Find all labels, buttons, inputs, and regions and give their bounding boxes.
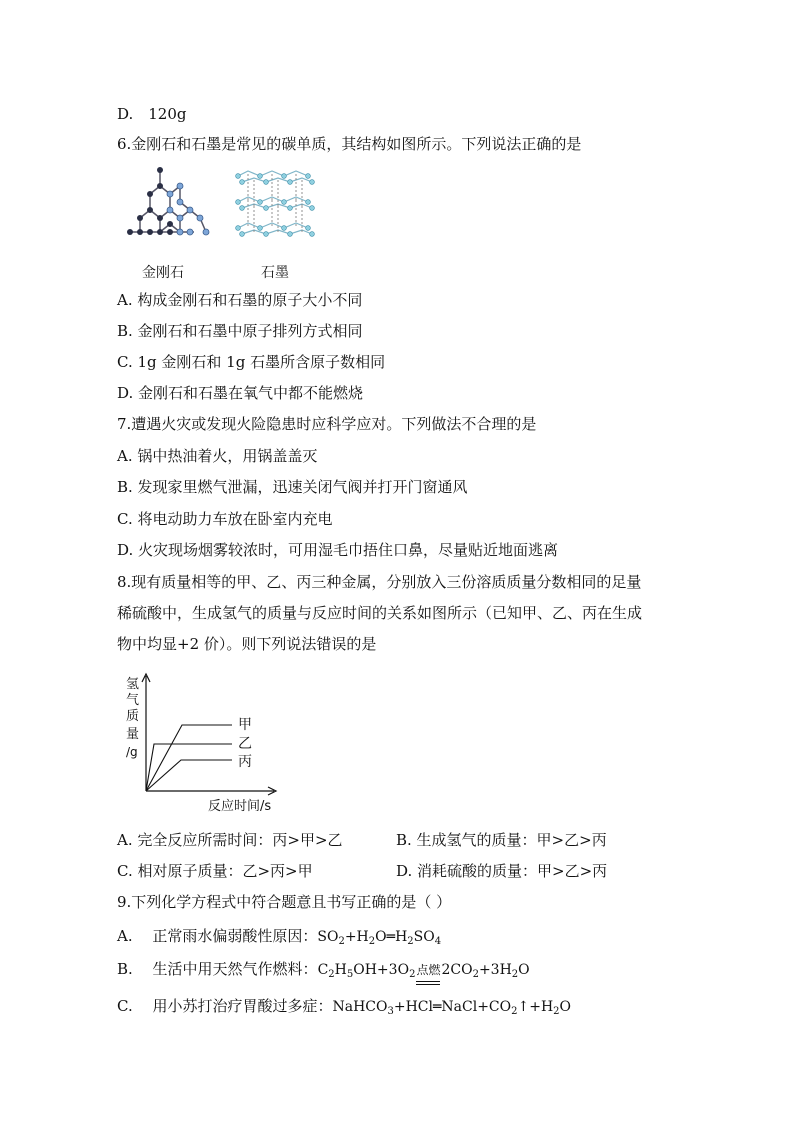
q9-option-b-text: B. 生活中用天然气作燃料： (117, 960, 318, 978)
series-label-jia: 甲 (238, 717, 252, 733)
q8-option-c: C. 相对原子质量：乙>丙>甲 (117, 862, 313, 880)
q7-option-d: D. 火灾现场烟雾较浓时，可用湿毛巾捂住口鼻，尽量贴近地面逃离 (117, 541, 559, 559)
x-axis-label: 反应时间/s (208, 799, 272, 814)
q9-option-b (117, 959, 530, 985)
series-line-jia (146, 725, 232, 791)
q6-option-a: A. 构成金刚石和石墨的原子大小不同 (117, 291, 363, 309)
q9-option-c-text: C. 用小苏打治疗胃酸过多症： (117, 997, 333, 1015)
q8-stem-line-3: 物中均显+2 价）。则下列说法错误的是 (117, 635, 377, 653)
q5-option-d: D. 120g (117, 105, 187, 123)
q6-option-b: B. 金刚石和石墨中原子排列方式相同 (117, 322, 363, 340)
y-label-char-2: 气 (126, 693, 140, 708)
q6-option-c: C. 1g 金刚石和 1g 石墨所含原子数相同 (117, 353, 386, 371)
q6-stem: 6.金刚石和石墨是常见的碳单质，其结构如图所示。下列说法正确的是 (117, 135, 582, 153)
y-label-char-1: 氢 (126, 677, 140, 692)
q8-option-a: A. 完全反应所需时间：丙>甲>乙 (117, 831, 343, 849)
q7-option-c: C. 将电动助力车放在卧室内充电 (117, 510, 333, 528)
q8-option-b: B. 生成氢气的质量：甲>乙>丙 (396, 831, 607, 849)
series-line-bing (146, 760, 232, 791)
y-label-unit: /g (126, 745, 138, 759)
graphite-structure-image (232, 166, 316, 242)
q6-option-d: D. 金刚石和石墨在氧气中都不能燃烧 (117, 384, 364, 402)
y-label-char-4: 量 (126, 727, 140, 742)
q7-option-b: B. 发现家里燃气泄漏，迅速关闭气阀并打开门窗通风 (117, 478, 468, 496)
q8-stem-line-1: 8.现有质量相等的甲、乙、丙三种金属，分别放入三份溶质质量分数相同的足量 (117, 573, 642, 591)
q8-option-d: D. 消耗硫酸的质量：甲>乙>丙 (396, 862, 608, 880)
q9-option-a (117, 926, 441, 952)
q9-option-b-equation: $C_2H_5OH+3O_2$点燃 $2CO_2+3H_2O$ (318, 962, 530, 978)
q7-option-a: A. 锅中热油着火，用锅盖盖灭 (117, 447, 318, 465)
diamond-structure-image (124, 164, 214, 244)
q9-stem: 9.下列化学方程式中符合题意且书写正确的是（ ） (117, 893, 452, 911)
reaction-condition: 点燃 (416, 960, 440, 985)
q9-option-a-text: A. 正常雨水偏弱酸性原因： (117, 927, 318, 945)
series-label-yi: 乙 (238, 736, 252, 752)
caption-graphite: 石墨 (261, 265, 289, 281)
q9-option-c (117, 996, 571, 1022)
caption-diamond: 金刚石 (142, 265, 184, 281)
q9-option-c-equation: $NaHCO_3+HCl═NaCl+CO_2↑+H_2O$ (332, 999, 572, 1017)
q9-option-a-equation: $SO_2+H_2O═H_2SO_4$ (317, 929, 442, 947)
q8-stem-line-2: 稀硫酸中，生成氢气的质量与反应时间的关系如图所示（已知甲、乙、丙在生成 (117, 604, 643, 622)
series-label-bing: 丙 (238, 754, 252, 770)
y-label-char-3: 质 (126, 709, 140, 724)
hydrogen-mass-graph (116, 668, 286, 818)
q7-stem: 7.遭遇火灾或发现火险隐患时应科学应对。下列做法不合理的是 (117, 415, 537, 433)
